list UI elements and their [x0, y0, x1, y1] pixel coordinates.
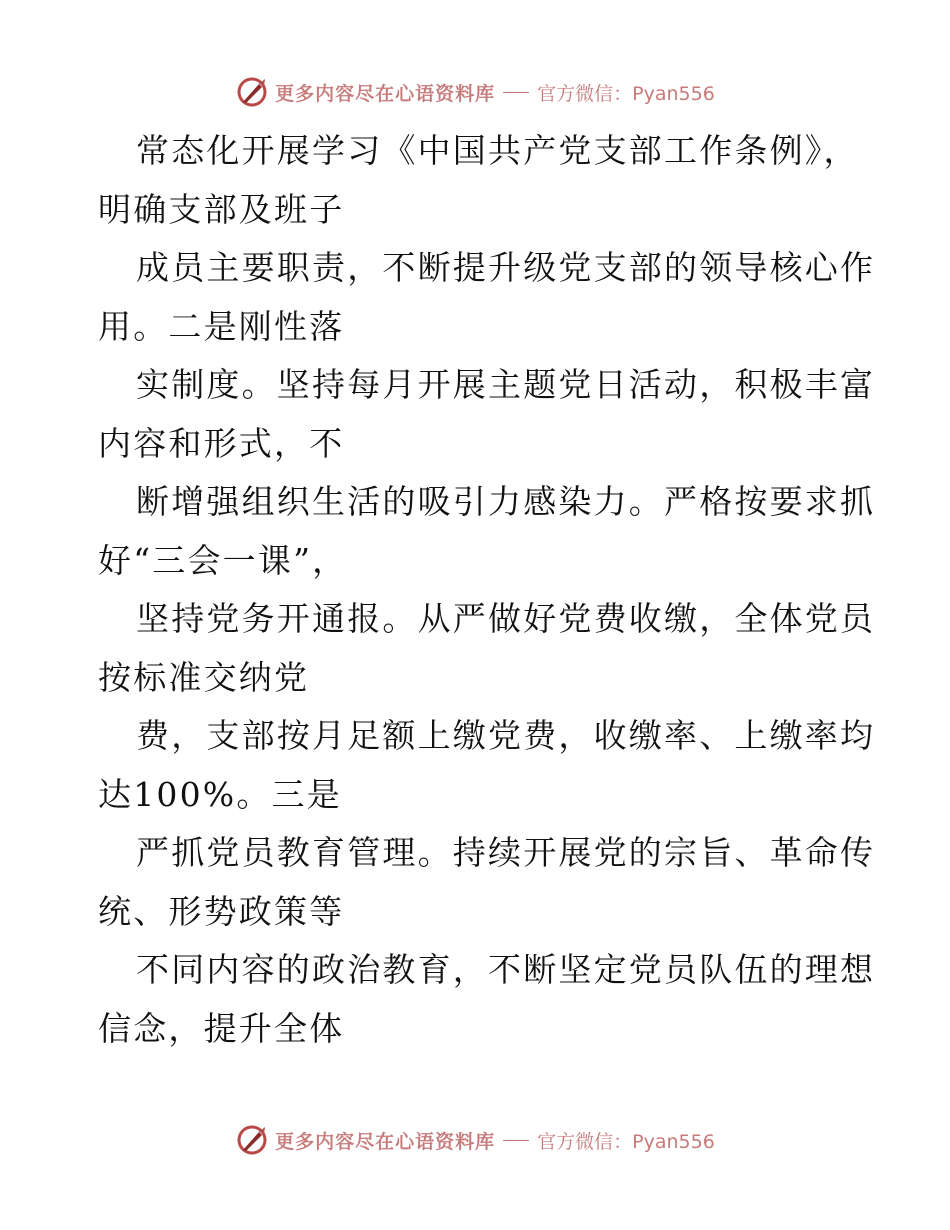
body-line: 按标准交纳党	[98, 657, 310, 697]
document-body	[98, 122, 876, 1058]
body-line: 坚持党务开通报。从严做好党费收缴，全体党员	[136, 599, 876, 638]
body-line: 不同内容的政治教育，不断坚定党员队伍的理想	[136, 950, 876, 989]
quill-pen-logo-icon	[235, 1123, 269, 1157]
body-line: 信念，提升全体	[98, 1008, 345, 1048]
body-line: 常态化开展学习《中国共产党支部工作条例》，	[136, 131, 859, 170]
header-banner-divider	[503, 92, 529, 93]
body-line: 费，支部按月足额上缴党费，收缴率、上缴率均	[136, 716, 876, 755]
body-line: 断增强组织生活的吸引力感染力。严格按要求抓	[136, 482, 876, 521]
footer-banner-wechat: 官方微信：Pyan556	[537, 1130, 715, 1153]
header-watermark-banner	[0, 72, 950, 112]
footer-watermark-banner	[0, 1120, 950, 1160]
body-line: 达100%。三是	[98, 774, 342, 814]
body-line: 统、形势政策等	[98, 891, 345, 931]
quill-pen-logo-icon	[235, 75, 269, 109]
body-line: 用。二是刚性落	[98, 306, 345, 346]
header-banner-text: 更多内容尽在心语资料库	[275, 82, 496, 105]
body-line: 好“三会一课”，	[98, 540, 348, 580]
header-banner-wechat: 官方微信：Pyan556	[537, 82, 715, 105]
footer-banner-divider	[503, 1140, 529, 1141]
body-line: 成员主要职责，不断提升级党支部的领导核心作	[136, 248, 876, 287]
body-line: 明确支部及班子	[98, 189, 345, 229]
footer-banner-text: 更多内容尽在心语资料库	[275, 1130, 496, 1153]
body-line: 严抓党员教育管理。持续开展党的宗旨、革命传	[136, 833, 876, 872]
body-line: 内容和形式，不	[98, 423, 345, 463]
body-line: 实制度。坚持每月开展主题党日活动，积极丰富	[136, 365, 876, 404]
